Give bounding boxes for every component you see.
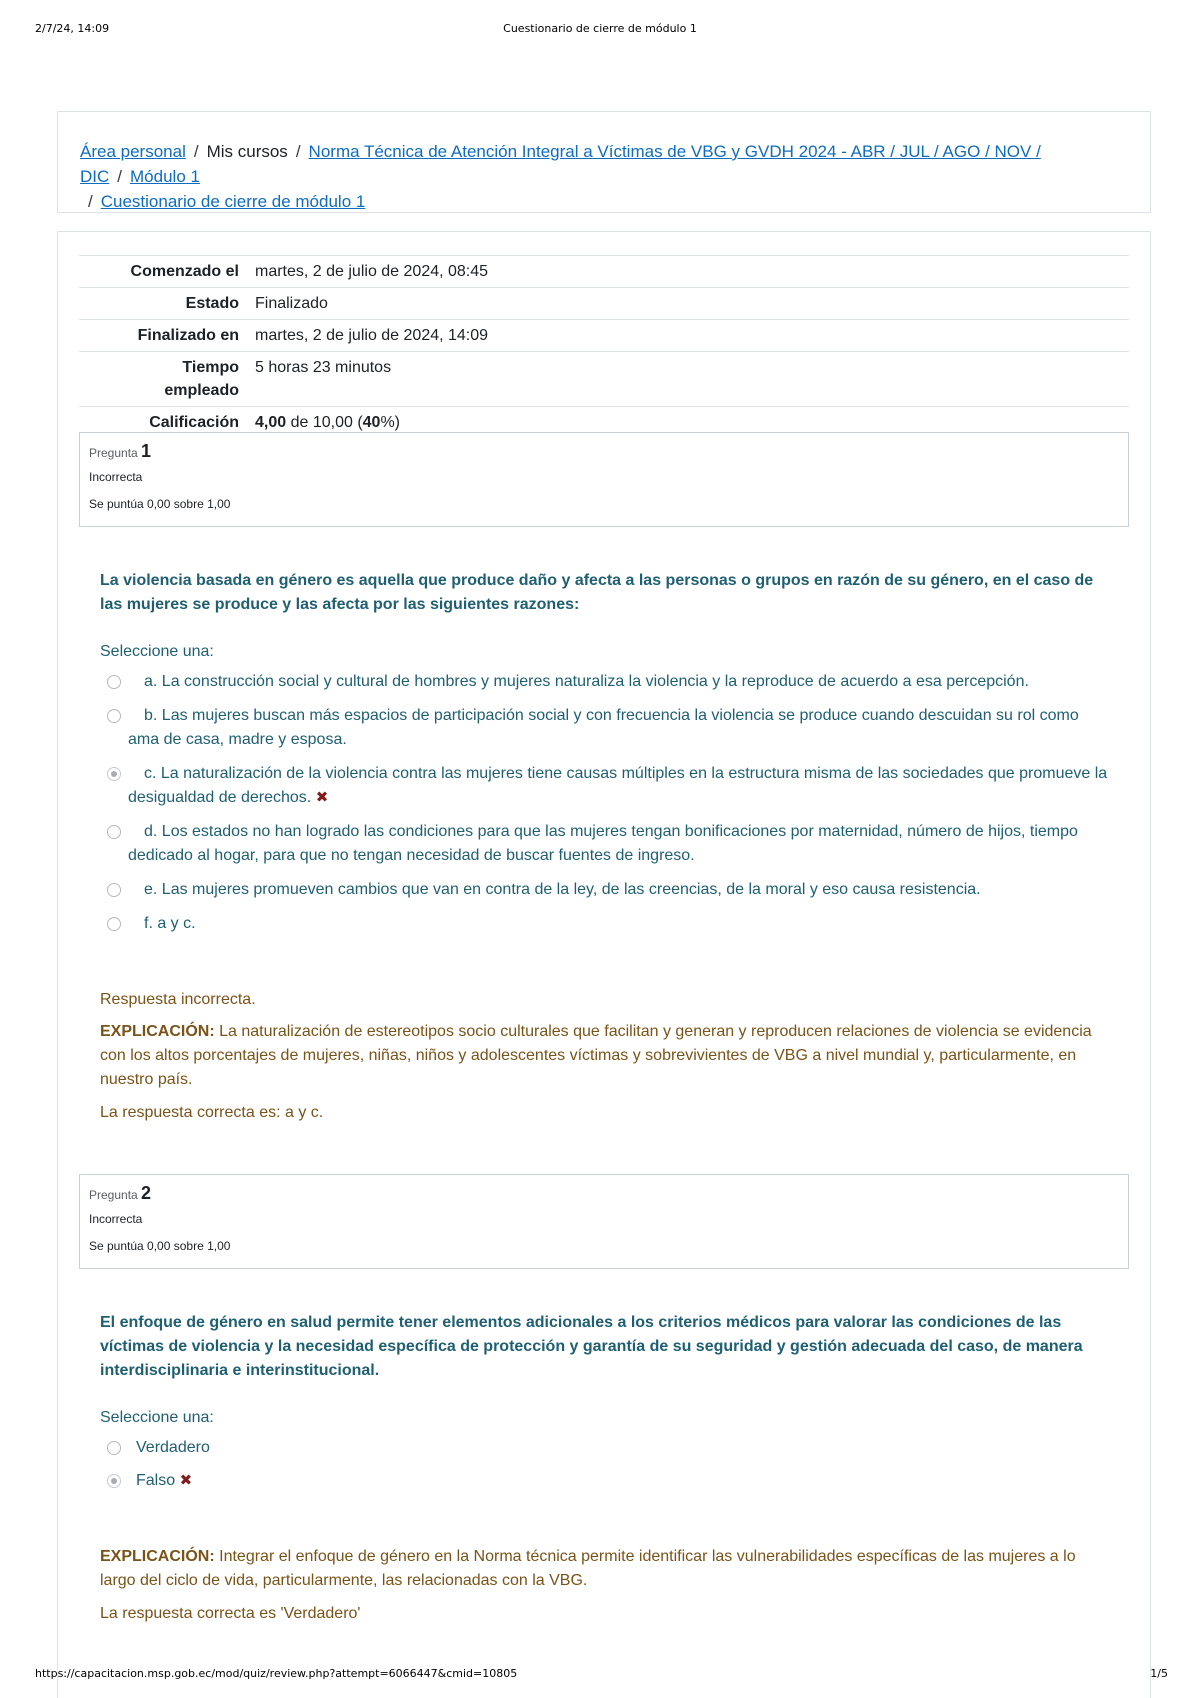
- finished-label: Finalizado en: [137, 327, 239, 344]
- question-2-info: [79, 1174, 1129, 1269]
- radio-button[interactable]: [107, 883, 121, 897]
- answer-label: e. Las mujeres promueven cambios que van en contra de la ley, de las creencias, de la moral y eso causa resistencia.: [144, 881, 981, 898]
- breadcrumb-separator: /: [193, 142, 199, 161]
- question-number: 1: [141, 441, 152, 461]
- question-2-text: El enfoque de género en salud permite tener elementos adicionales a los criterios médicos para valorar las condiciones de las víctimas de violencia y la necesidad específica de protección y garantía de su seguridad y gestión adecuada del caso, de manera interdisciplinaria e interinstitucional.: [100, 1314, 1083, 1379]
- print-header: [0, 22, 1200, 38]
- explanation-text: Integrar el enfoque de género en la Norma técnica permite identificar las vulnerabilidades específicas de las mujeres a lo largo del ciclo de vida, particularmente, las relacionadas con la VBG.: [100, 1548, 1076, 1589]
- breadcrumb-quiz-link[interactable]: Cuestionario de cierre de módulo 1: [100, 192, 366, 211]
- incorrect-icon: ✖: [179, 1472, 193, 1489]
- finished-value: martes, 2 de julio de 2024, 14:09: [255, 327, 489, 344]
- breadcrumb: [57, 111, 1151, 213]
- radio-button-selected[interactable]: [107, 1474, 121, 1488]
- grade-percent: 40: [362, 414, 381, 431]
- question-1-text: La violencia basada en género es aquella que produce daño y afecta a las personas o grupos en razón de su género, en el caso de las mujeres se produce y las afecta por las siguientes razones:: [100, 572, 1094, 613]
- question-state: Incorrecta: [89, 1212, 143, 1226]
- breadcrumb-separator: /: [295, 142, 301, 161]
- time-value: 5 horas 23 minutos: [255, 359, 392, 376]
- answer-option-e[interactable]: [100, 878, 1110, 902]
- print-datetime: 2/7/24, 14:09: [35, 22, 110, 35]
- grade-close: %): [380, 414, 401, 431]
- answer-label: f. a y c.: [144, 915, 196, 932]
- explanation-text: La naturalización de estereotipos socio culturales que facilitan y generan y reproducen relaciones de violencia se evidencia con los altos porcentajes de mujeres, niñas, niños y adolescentes víctimas y sobrevivientes de VBG a nivel mundial y, particularmente, en nuestro país.: [100, 1023, 1092, 1088]
- state-label: Estado: [185, 295, 239, 312]
- answer-label: a. La construcción social y cultural de hombres y mujeres naturaliza la violencia y la reproduce de acuerdo a esa percepción.: [144, 673, 1029, 690]
- time-label-line2: empleado: [164, 382, 239, 399]
- answer-label: Falso: [136, 1472, 176, 1489]
- summary-row-state: [79, 288, 1129, 320]
- radio-button[interactable]: [107, 825, 121, 839]
- question-grade: Se puntúa 0,00 sobre 1,00: [89, 1239, 231, 1253]
- breadcrumb-course-link[interactable]: Norma Técnica de Atención Integral a Víctimas de VBG y GVDH 2024 - ABR / JUL / AGO / NOV / DIC: [80, 142, 1041, 186]
- answer-label: c. La naturalización de la violencia contra las mujeres tiene causas múltiples en la estructura misma de las sociedades que promueve la desigualdad de derechos.: [128, 765, 1108, 806]
- time-label: [79, 352, 247, 407]
- answer-option-f[interactable]: [100, 912, 1110, 936]
- attempt-summary-table: [79, 255, 1129, 438]
- print-footer: [0, 1667, 1200, 1683]
- time-label-line1: Tiempo: [182, 359, 239, 376]
- state-value: Finalizado: [255, 295, 328, 312]
- summary-row-time: [79, 352, 1129, 407]
- question-1-explanation: [100, 1020, 1110, 1092]
- question-1-prompt: Seleccione una:: [100, 643, 214, 660]
- question-1-info: [79, 432, 1129, 527]
- print-url: https://capacitacion.msp.gob.ec/mod/quiz/review.php?attempt=6066447&cmid=10805: [35, 1667, 518, 1680]
- radio-button[interactable]: [107, 675, 121, 689]
- breadcrumb-home-link[interactable]: Área personal: [80, 142, 186, 161]
- question-state: Incorrecta: [89, 470, 143, 484]
- summary-row-started: [79, 256, 1129, 288]
- breadcrumb-separator: /: [117, 167, 123, 186]
- breadcrumb-separator: /: [88, 192, 93, 211]
- explanation-label: EXPLICACIÓN:: [100, 1023, 215, 1040]
- radio-button[interactable]: [107, 917, 121, 931]
- breadcrumb-module-link[interactable]: Módulo 1: [130, 167, 200, 186]
- answer-label: b. Las mujeres buscan más espacios de participación social y con frecuencia la violencia se produce cuando descuidan su rol como ama de casa, madre y esposa.: [128, 707, 1079, 748]
- grade-of: de 10,00 (: [290, 414, 363, 431]
- summary-row-finished: [79, 320, 1129, 352]
- question-number: 2: [141, 1183, 152, 1203]
- question-1-status: Respuesta incorrecta.: [100, 991, 256, 1008]
- answer-option-d[interactable]: [100, 820, 1110, 868]
- radio-button-selected[interactable]: [107, 767, 121, 781]
- answer-option-true[interactable]: [100, 1436, 1110, 1460]
- grade-label: Calificación: [149, 414, 239, 431]
- answer-option-a[interactable]: [100, 670, 1110, 694]
- answer-label: Verdadero: [136, 1439, 210, 1456]
- radio-button[interactable]: [107, 1441, 121, 1455]
- answer-option-b[interactable]: [100, 704, 1110, 752]
- print-title: Cuestionario de cierre de módulo 1: [503, 22, 697, 35]
- radio-button[interactable]: [107, 709, 121, 723]
- incorrect-icon: ✖: [315, 789, 329, 806]
- question-2-right-answer: La respuesta correcta es 'Verdadero': [100, 1605, 361, 1622]
- answer-option-false[interactable]: [100, 1469, 1110, 1493]
- answer-option-c[interactable]: [100, 762, 1110, 810]
- question-2-prompt: Seleccione una:: [100, 1409, 214, 1426]
- started-value: martes, 2 de julio de 2024, 08:45: [255, 263, 489, 280]
- answer-label: d. Los estados no han logrado las condiciones para que las mujeres tengan bonificaciones por maternidad, número de hijos, tiempo dedicado al hogar, para que no tengan necesidad de buscar fuentes de ingreso.: [128, 823, 1078, 864]
- print-page-number: 1/5: [1150, 1667, 1168, 1680]
- question-1-right-answer: La respuesta correcta es: a y c.: [100, 1104, 324, 1121]
- question-2-explanation: [100, 1545, 1110, 1593]
- breadcrumb-my-courses: Mis cursos: [206, 142, 288, 161]
- question-grade: Se puntúa 0,00 sobre 1,00: [89, 497, 231, 511]
- question-label: Pregunta: [89, 1188, 138, 1202]
- explanation-label: EXPLICACIÓN:: [100, 1548, 215, 1565]
- started-label: Comenzado el: [130, 263, 239, 280]
- grade-score: 4,00: [255, 414, 287, 431]
- question-label: Pregunta: [89, 446, 138, 460]
